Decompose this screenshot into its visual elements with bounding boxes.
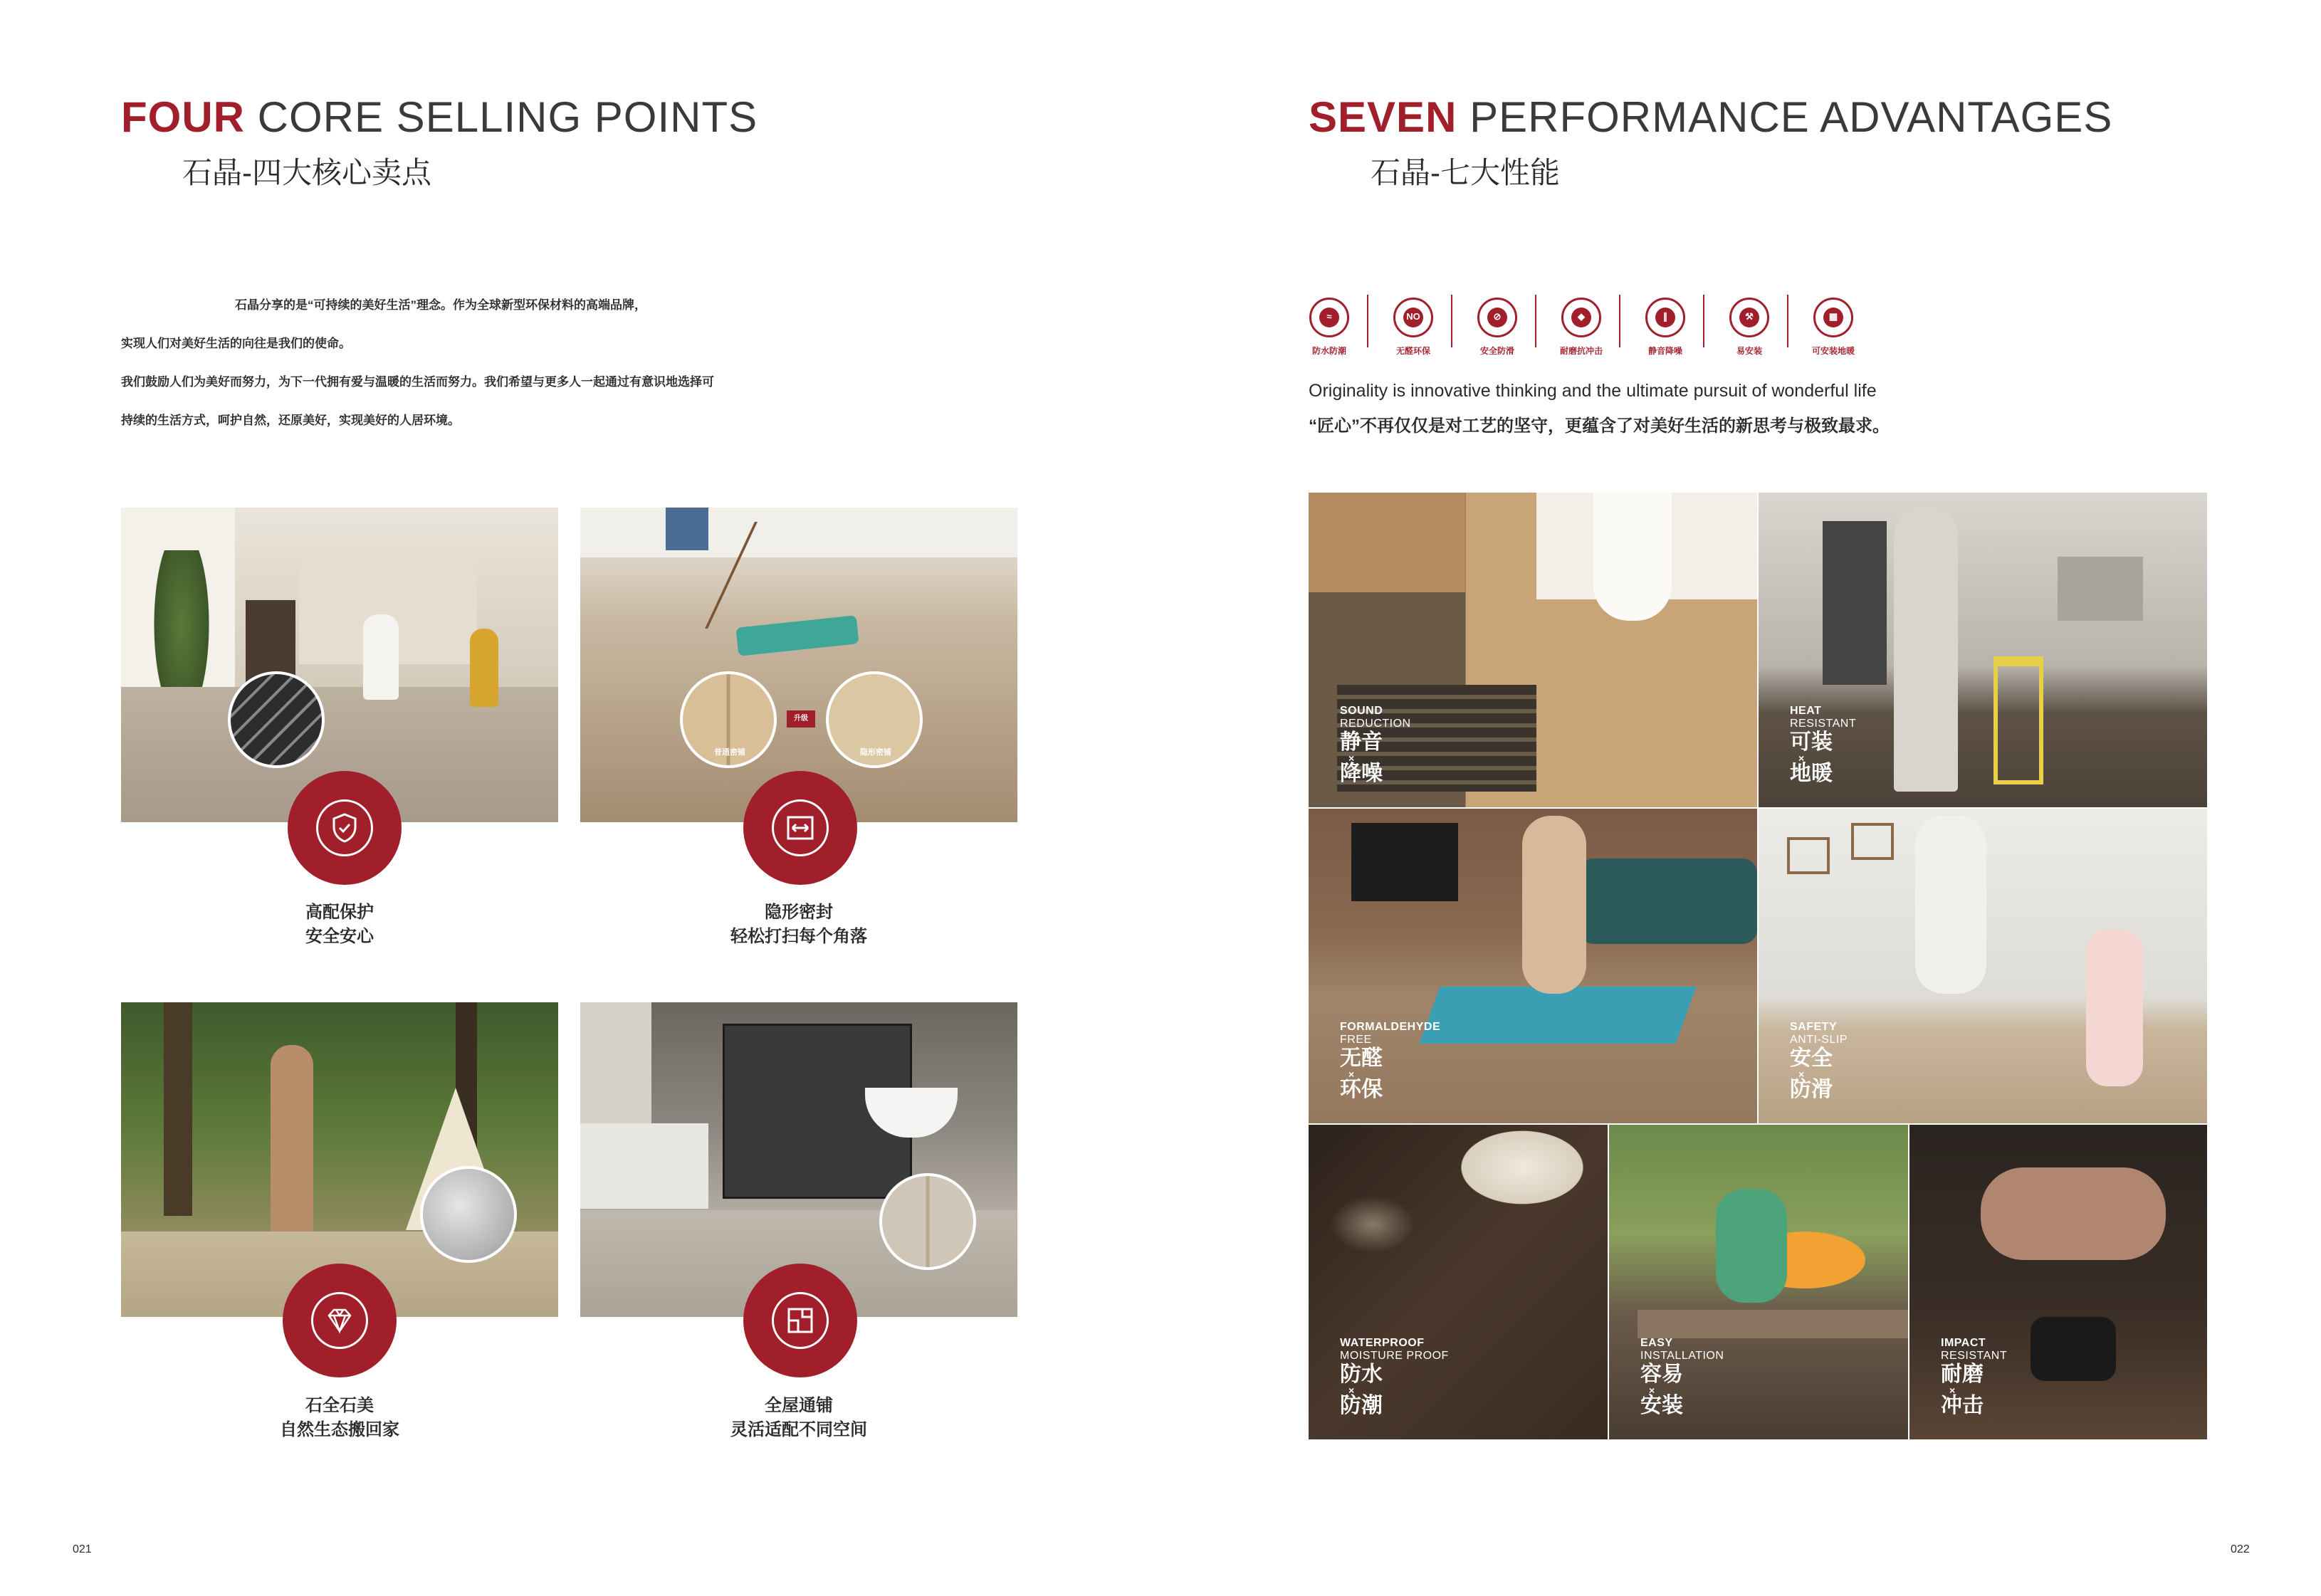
- impact-icon: ◆: [1561, 298, 1601, 337]
- performance-icon-item: [1290, 298, 1368, 357]
- tile-sound-reduction: [1309, 493, 1757, 807]
- performance-icon-item: [1794, 298, 1872, 357]
- hammer-icon: ⚒: [1729, 298, 1769, 337]
- caption-protection: 高配保护 安全安心: [305, 903, 374, 946]
- performance-icon-item: [1458, 298, 1536, 357]
- performance-icon-label: 静音降噪: [1647, 346, 1682, 356]
- tagline-cn: “匠心”不再仅仅是对工艺的坚守，更蕴含了对美好生活的新思考与极致最求。: [1309, 416, 1890, 436]
- upgrade-arrow: 升级: [787, 710, 815, 728]
- tile-label: WATERPROOF MOISTURE PROOF 防水 × 防潮: [1340, 1337, 1449, 1417]
- floor-heating-icon: ▦: [1813, 298, 1853, 337]
- tile-easy-installation: [1609, 1125, 1908, 1439]
- left-heading-cn: 石晶-四大核心卖点: [182, 156, 431, 189]
- icon-separator: [1367, 295, 1368, 347]
- intro-line: 实现人们对美好生活的向往是我们的使命。: [121, 337, 351, 350]
- tagline-en: Originality is innovative thinking and the ultimate pursuit of wonderful life: [1309, 381, 1877, 401]
- tile-label: SAFETY ANTI-SLIP 安全 × 防滑: [1790, 1021, 1848, 1101]
- performance-icon-item: [1374, 298, 1452, 357]
- badge-seal: [743, 771, 857, 885]
- tile-label: HEAT RESISTANT 可装 × 地暖: [1790, 705, 1857, 785]
- page-number-right: 022: [2231, 1543, 2250, 1555]
- tile-label: FORMALDEHYDE FREE 无醛 × 环保: [1340, 1021, 1441, 1101]
- tile-label: EASY INSTALLATION 容易 × 安装: [1640, 1337, 1724, 1417]
- page-number-left: 021: [73, 1543, 92, 1555]
- width-arrows-icon: [782, 810, 818, 846]
- performance-icon-item: [1626, 298, 1704, 357]
- right-heading-cn: 石晶-七大性能: [1371, 156, 1560, 189]
- right-heading-bold: SEVEN: [1309, 93, 1457, 141]
- shield-check-icon: [327, 810, 362, 846]
- caption-nature: 石全石美 自然生态搬回家: [280, 1396, 399, 1439]
- performance-icon-label: 防水防潮: [1311, 346, 1346, 356]
- performance-icon-item: [1542, 298, 1620, 357]
- tile-heat-resistant: [1759, 493, 2207, 807]
- lens-stone: [420, 1166, 517, 1263]
- floor-plan-icon: [782, 1303, 818, 1338]
- no-formaldehyde-icon: NO: [1393, 298, 1433, 337]
- right-heading-en: [1309, 93, 2112, 142]
- performance-icon-label: 无醛环保: [1395, 346, 1430, 356]
- badge-protection: [288, 771, 402, 885]
- performance-icon-label: 可安装地暖: [1811, 346, 1855, 356]
- caption-whole-house: 全屋通铺 灵活适配不同空间: [730, 1396, 867, 1439]
- performance-icon-item: [1710, 298, 1788, 357]
- icon-separator: [1619, 295, 1620, 347]
- icon-separator: [1451, 295, 1452, 347]
- icon-separator: [1535, 295, 1536, 347]
- tile-safety-anti-slip: [1759, 809, 2207, 1123]
- intro-line: 石晶分享的是“可持续的美好生活”理念。作为全球新型环保材料的高端品牌，: [235, 298, 646, 312]
- intro-line: 持续的生活方式，呵护自然，还原美好，实现美好的人居环境。: [121, 414, 460, 427]
- anti-slip-icon: ⊘: [1477, 298, 1517, 337]
- compare-right-label: 隐形密铺: [860, 748, 891, 757]
- intro-line: 我们鼓励人们为美好而努力，为下一代拥有爱与温暖的生活而努力。我们希望与更多人一起通过有意识地选择可: [121, 375, 714, 389]
- performance-icon-label: 安全防滑: [1479, 346, 1514, 356]
- tile-label: IMPACT RESISTANT 耐磨 × 冲击: [1941, 1337, 2008, 1417]
- water-drop-icon: ≈: [1309, 298, 1349, 337]
- icon-separator: [1703, 295, 1704, 347]
- lens-layers: [228, 671, 325, 768]
- tile-formaldehyde-free: [1309, 809, 1757, 1123]
- left-heading-bold: FOUR: [121, 93, 245, 141]
- performance-icon-label: 耐磨抗冲击: [1559, 346, 1603, 356]
- intro-paragraph: [121, 299, 833, 453]
- diamond-icon: [322, 1303, 357, 1338]
- tile-impact-resistant: [1909, 1125, 2207, 1439]
- performance-icon-label: 易安装: [1736, 346, 1762, 356]
- compare-left-label: 普通密铺: [714, 748, 745, 757]
- badge-whole-house: [743, 1264, 857, 1377]
- badge-nature: [283, 1264, 397, 1377]
- icon-separator: [1787, 295, 1788, 347]
- sound-wave-icon: ∥: [1645, 298, 1685, 337]
- right-heading-rest: PERFORMANCE ADVANTAGES: [1457, 93, 2113, 141]
- left-heading-rest: CORE SELLING POINTS: [244, 93, 758, 141]
- lens-wood-grain: [879, 1173, 976, 1270]
- caption-seal: 隐形密封 轻松打扫每个角落: [730, 903, 867, 946]
- tile-waterproof: [1309, 1125, 1608, 1439]
- left-heading-en: [121, 93, 758, 142]
- tile-label: SOUND REDUCTION 静音 × 降噪: [1340, 705, 1411, 785]
